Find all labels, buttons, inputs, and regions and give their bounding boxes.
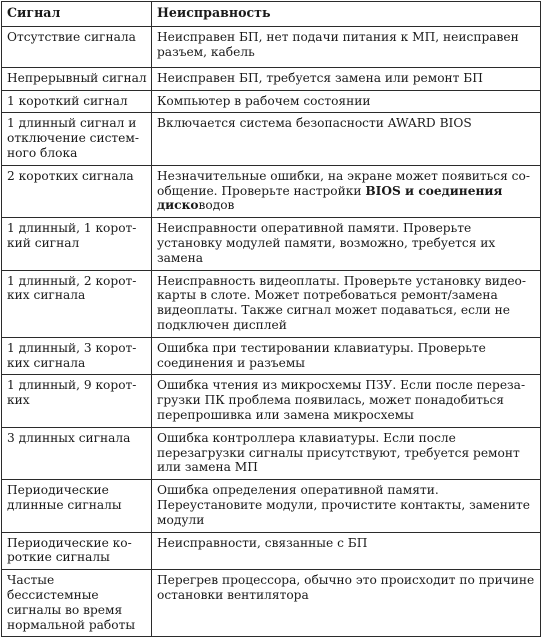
- table-row: [2, 270, 541, 337]
- signal-cell: 1 длинный сигнал и отключение системного блока: [2, 113, 152, 165]
- fault-cell: Неисправности, связанные с БП: [152, 532, 541, 570]
- fault-cell: Перегрев процессора, обычно это происходит по причине остановки вентилятора: [152, 570, 541, 637]
- header-signal: Сигнал: [2, 2, 152, 27]
- table-row: [2, 570, 541, 637]
- signal-cell: Частые бессистемные сигналы во время нормальной работы: [2, 570, 152, 637]
- table-row: [2, 375, 541, 427]
- table-row: [2, 113, 541, 165]
- table-row: [2, 218, 541, 270]
- signal-cell: 1 длинный, 3 коротких сигнала: [2, 337, 152, 375]
- fault-text: Незначительные ошибки, на экране может появиться сообщение. Проверьте настройки: [157, 168, 530, 198]
- table-row: [2, 427, 541, 479]
- signal-cell: 1 длинный, 1 короткий сигнал: [2, 218, 152, 270]
- fault-cell: Неисправности оперативной памяти. Проверьте установку модулей памяти, возможно, требуется их замена: [152, 218, 541, 270]
- table-header: [2, 2, 541, 27]
- signal-cell: Непрерывный сигнал: [2, 67, 152, 90]
- signal-cell: 1 длинный, 9 коротких: [2, 375, 152, 427]
- fault-cell: Неисправен БП, требуется замена или ремонт БП: [152, 67, 541, 90]
- table-row: [2, 26, 541, 67]
- fault-cell: Включается система безопасности AWARD BIOS: [152, 113, 541, 165]
- fault-text: водов: [198, 198, 235, 213]
- table-row: [2, 165, 541, 217]
- table-row: [2, 532, 541, 570]
- fault-cell: Неисправен БП, нет подачи питания к МП, неисправен разъем, кабель: [152, 26, 541, 67]
- signal-cell: 2 коротких сигнала: [2, 165, 152, 217]
- header-row: [2, 2, 541, 27]
- table-row: [2, 337, 541, 375]
- table-row: [2, 480, 541, 532]
- header-fault: Неисправность: [152, 2, 541, 27]
- fault-cell: [152, 165, 541, 217]
- signal-cell: 3 длинных сигнала: [2, 427, 152, 479]
- signal-cell: Периодические короткие сигналы: [2, 532, 152, 570]
- fault-text-bold: BIOS и соединения диско: [157, 183, 503, 213]
- signal-cell: Отсутствие сигнала: [2, 26, 152, 67]
- fault-cell: Ошибка чтения из микросхемы ПЗУ. Если после перезагрузки ПК проблема появилась, может понадобиться перепрошивка или замена микросхемы: [152, 375, 541, 427]
- signal-cell: Периодические длинные сигналы: [2, 480, 152, 532]
- table-row: [2, 90, 541, 113]
- signal-cell: 1 длинный, 2 коротких сигнала: [2, 270, 152, 337]
- table-row: [2, 67, 541, 90]
- table-body: [2, 26, 541, 637]
- fault-cell: Неисправность видеоплаты. Проверьте установку видеокарты в слоте. Может потребоваться ремонт/замена видеоплаты. Также сигнал может подаваться, если не подключен дисплей: [152, 270, 541, 337]
- fault-cell: Ошибка при тестировании клавиатуры. Проверьте соединения и разъемы: [152, 337, 541, 375]
- fault-cell: Компьютер в рабочем состоянии: [152, 90, 541, 113]
- fault-cell: Ошибка определения оперативной памяти. Переустановите модули, прочистите контакты, замените модули: [152, 480, 541, 532]
- signal-cell: 1 короткий сигнал: [2, 90, 152, 113]
- fault-cell: Ошибка контроллера клавиатуры. Если после перезагрузки сигналы присутствуют, требуется ремонт или замена МП: [152, 427, 541, 479]
- document-page: [0, 1, 542, 632]
- beep-codes-table: [1, 1, 541, 637]
